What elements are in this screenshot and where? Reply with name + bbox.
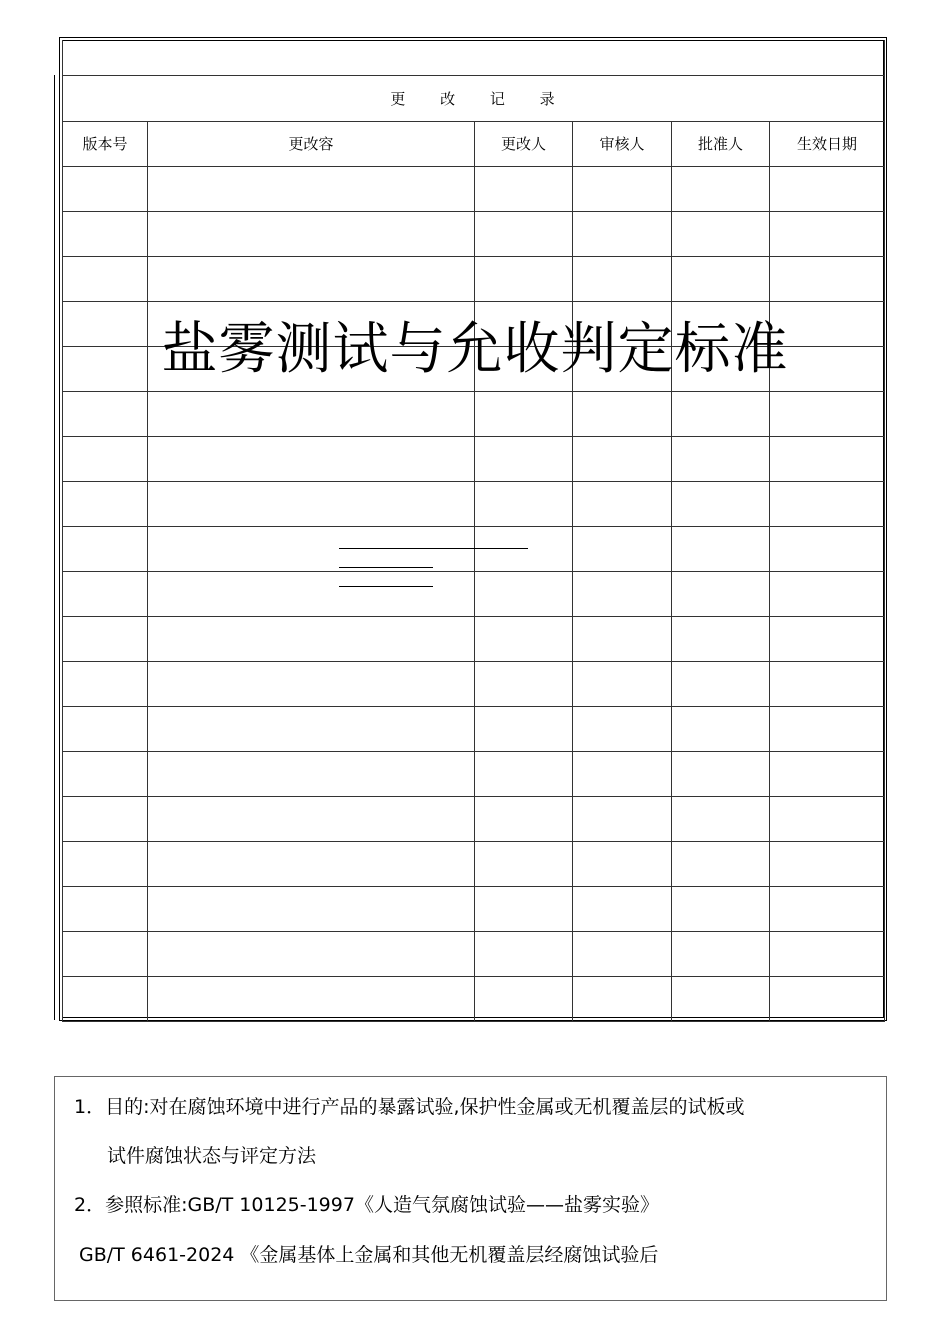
table-cell: [475, 391, 573, 436]
document-title: 盐雾测试与允收判定标准: [161, 317, 789, 382]
blank-line-3: [339, 586, 433, 587]
table-cell: [770, 931, 885, 976]
top-empty-cell: [63, 40, 885, 75]
table-cell: [770, 256, 885, 301]
table-cell: [573, 481, 672, 526]
table-cell: [148, 931, 475, 976]
table-row: [63, 886, 885, 931]
table-row: [63, 166, 885, 211]
table-row: [63, 931, 885, 976]
table-cell: [672, 526, 770, 571]
table-cell: [672, 256, 770, 301]
table-row: [63, 391, 885, 436]
table-cell: [672, 571, 770, 616]
table-cell: [63, 751, 148, 796]
table-cell: [573, 616, 672, 661]
item-1-number: 1．: [74, 1096, 106, 1118]
table-cell: [148, 391, 475, 436]
blank-line-2: [339, 567, 433, 568]
table-cell: [672, 976, 770, 1021]
table-cell: [672, 166, 770, 211]
table-cell: [573, 211, 672, 256]
table-cell: [770, 796, 885, 841]
table-cell: [672, 436, 770, 481]
item-2-number: 2．: [74, 1194, 106, 1216]
table-row: [63, 616, 885, 661]
table-header-row: [63, 121, 885, 166]
table-cell: [63, 256, 148, 301]
table-cell: [63, 436, 148, 481]
table-row: [63, 211, 885, 256]
table-cell: [672, 481, 770, 526]
change-record-table: [62, 40, 885, 1022]
col-header-approver: 批准人: [672, 121, 770, 166]
table-cell: [148, 166, 475, 211]
table-cell: [148, 886, 475, 931]
table-cell: [148, 751, 475, 796]
table-cell: [770, 166, 885, 211]
table-cell: [672, 661, 770, 706]
table-cell: [770, 211, 885, 256]
table-cell: [672, 841, 770, 886]
table-cell: [770, 571, 885, 616]
item-2-line-1: [74, 1190, 659, 1217]
table-cell: [573, 841, 672, 886]
table-cell: [770, 661, 885, 706]
table-cell: [573, 706, 672, 751]
table-cell: [475, 166, 573, 211]
table-cell: [573, 661, 672, 706]
table-row: [63, 481, 885, 526]
table-cell: [770, 751, 885, 796]
table-cell: [475, 661, 573, 706]
table-cell: [63, 391, 148, 436]
table-cell: [63, 571, 148, 616]
table-cell: [148, 706, 475, 751]
table-row: [63, 796, 885, 841]
table-cell: [148, 211, 475, 256]
table-cell: [475, 841, 573, 886]
table-cell: [672, 751, 770, 796]
table-cell: [63, 796, 148, 841]
item-2-text: 参照标准:GB/T 10125-1997《人造气氛腐蚀试验——盐雾实验》: [105, 1194, 659, 1216]
table-cell: [573, 931, 672, 976]
table-cell: [148, 661, 475, 706]
table-cell: [672, 886, 770, 931]
table-cell: [63, 706, 148, 751]
table-cell: [63, 481, 148, 526]
table-cell: [573, 571, 672, 616]
table-cell: [63, 931, 148, 976]
table-top-row: [63, 40, 885, 75]
table-cell: [148, 976, 475, 1021]
table-row: [63, 571, 885, 616]
table-row: [63, 976, 885, 1021]
table-cell: [475, 616, 573, 661]
table-cell: [63, 841, 148, 886]
table-cell: [475, 796, 573, 841]
table-row: [63, 706, 885, 751]
table-cell: [148, 481, 475, 526]
table-cell: [475, 751, 573, 796]
table-cell: [770, 391, 885, 436]
table-cell: [475, 976, 573, 1021]
table-row: [63, 751, 885, 796]
table-cell: [63, 616, 148, 661]
table-title-row: [63, 75, 885, 121]
table-cell: [573, 976, 672, 1021]
table-cell: [63, 526, 148, 571]
col-header-reviewer: 审核人: [573, 121, 672, 166]
table-cell: [672, 931, 770, 976]
table-cell: [148, 571, 475, 616]
table-cell: [770, 526, 885, 571]
table-cell: [475, 706, 573, 751]
table-cell: [475, 211, 573, 256]
blank-line-1: [339, 548, 528, 549]
table-row: [63, 661, 885, 706]
table-cell: [63, 976, 148, 1021]
table-cell: [573, 436, 672, 481]
item-2-line-2: GB/T 6461-2024 《金属基体上金属和其他无机覆盖层经腐蚀试验后: [79, 1244, 659, 1266]
table-cell: [63, 661, 148, 706]
table-cell: [770, 886, 885, 931]
item-1-line-2: 试件腐蚀状态与评定方法: [107, 1145, 317, 1167]
table-cell: [672, 796, 770, 841]
table-cell: [475, 256, 573, 301]
table-cell: [475, 931, 573, 976]
col-header-effective-date: 生效日期: [770, 121, 885, 166]
item-1-text: 目的:对在腐蚀环境中进行产品的暴露试验,保护性金属或无机覆盖层的试板或: [105, 1096, 745, 1118]
table-row: [63, 436, 885, 481]
table-cell: [148, 796, 475, 841]
item-1-line-1: [74, 1092, 745, 1119]
table-cell: [770, 706, 885, 751]
table-row: [63, 256, 885, 301]
table-cell: [475, 481, 573, 526]
table-cell: [475, 886, 573, 931]
table-cell: [148, 841, 475, 886]
table-cell: [63, 166, 148, 211]
table-cell: [770, 841, 885, 886]
purpose-section: [54, 1076, 887, 1301]
table-cell: [573, 166, 672, 211]
col-header-changer: 更改人: [475, 121, 573, 166]
table-cell: [770, 481, 885, 526]
table-cell: [672, 706, 770, 751]
table-cell: [770, 616, 885, 661]
table-cell: [475, 436, 573, 481]
table-cell: [148, 616, 475, 661]
table-cell: [573, 751, 672, 796]
table-cell: [672, 211, 770, 256]
table-cell: [63, 886, 148, 931]
table-cell: [770, 436, 885, 481]
table-cell: [573, 256, 672, 301]
col-header-content: 更改容: [148, 121, 475, 166]
table-cell: [573, 886, 672, 931]
table-cell: [148, 256, 475, 301]
table-cell: [148, 436, 475, 481]
table-cell: [573, 526, 672, 571]
table-cell: [475, 571, 573, 616]
table-cell: [63, 211, 148, 256]
change-record-title: 更 改 记 录: [63, 75, 885, 121]
table-cell: [573, 391, 672, 436]
table-cell: [672, 391, 770, 436]
table-cell: [770, 976, 885, 1021]
col-header-version: 版本号: [63, 121, 148, 166]
table-cell: [672, 616, 770, 661]
table-row: [63, 841, 885, 886]
table-cell: [573, 796, 672, 841]
